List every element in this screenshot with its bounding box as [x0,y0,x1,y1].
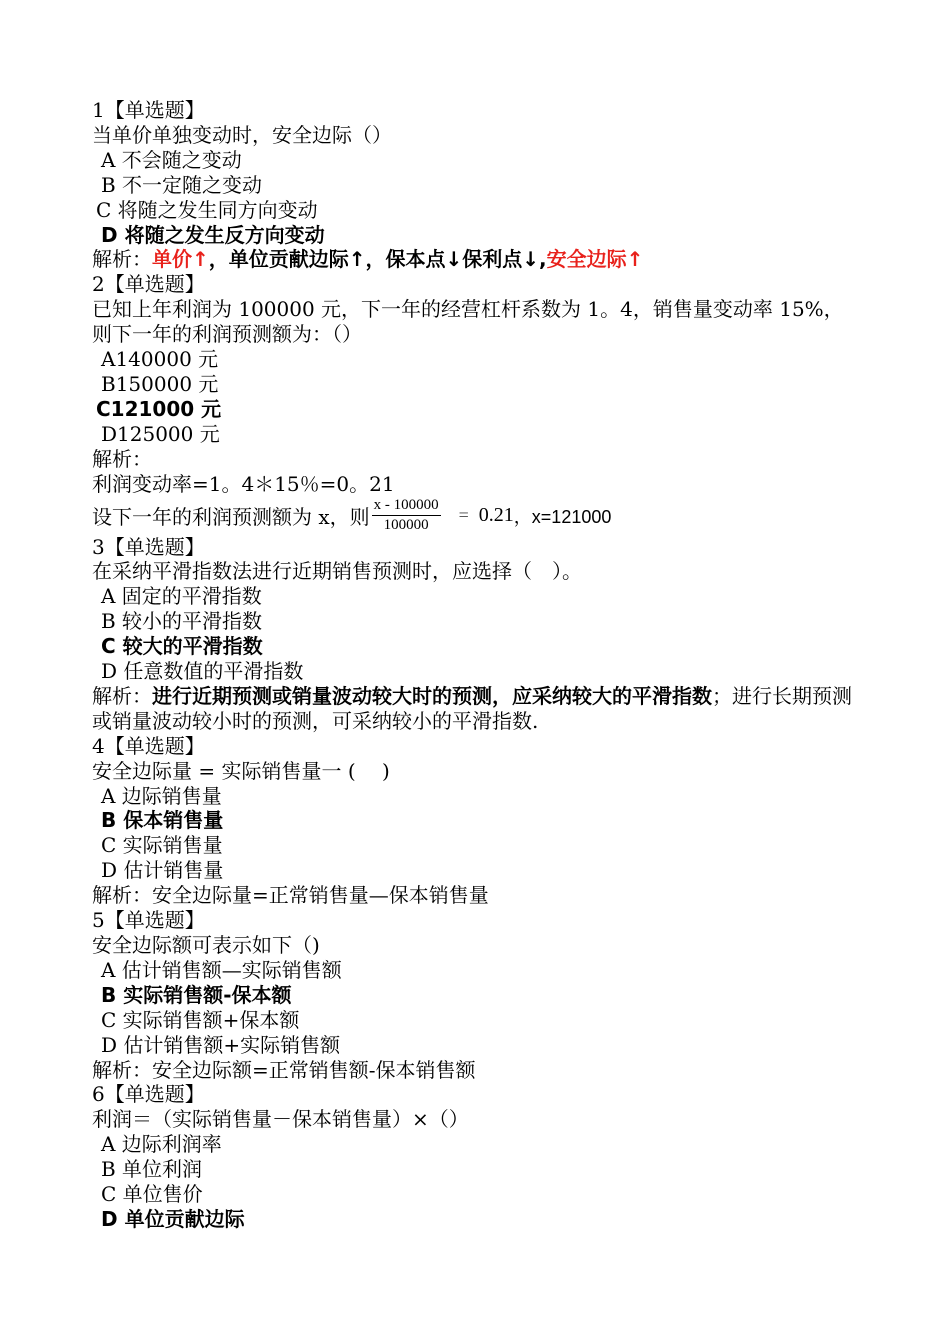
question-header: 4【单选题】 [92,733,205,758]
question-header: 5【单选题】 [92,908,205,933]
analysis-text: ，单位贡献边际↑，保本点↓保利点↓, [208,247,547,272]
analysis-text: ；进行长期预测或销量波动较小时的预测，可采纳较小的平滑指数. [92,683,852,733]
question-stem: 已知上年利润为 100000 元，下一年的经营杠杆系数为 1。4，销售量变动率 15%，则下一年的利润预测额为：（） [92,297,844,347]
question-6 [92,1082,862,1231]
analysis: 解析：安全边际量=正常销售量—保本销售量 [92,883,489,908]
question-1 [92,98,862,272]
option-b-correct: B 保本销售量 [101,808,224,833]
question-stem: 在采纳平滑指数法进行近期销售预测时，应选择（ ）。 [92,559,582,584]
analysis-highlight: 单价↑ [152,247,209,272]
option-d-correct: D 将随之发生反方向变动 [101,222,325,247]
option-c-correct: C 较大的平滑指数 [101,634,263,659]
question-header: 6【单选题】 [92,1082,205,1107]
question-5 [92,908,862,1082]
analysis-bold: 进行近期预测或销量波动较大时的预测，应采纳较大的平滑指数 [152,683,712,708]
question-stem: 利润＝（实际销售量－保本销售量）×（） [92,1107,469,1132]
fraction-numerator: x - 100000 [372,497,441,516]
analysis-label: 解析： [92,683,152,708]
option-b: B150000 元 [101,371,219,396]
question-stem: 安全边际额可表示如下（) [92,933,320,957]
option-c-correct: C121000 元 [96,396,222,421]
analysis-formula-suffix: ，x=121000 [513,506,612,527]
option-a: A 估计销售额—实际销售额 [101,957,342,982]
option-c: C 单位售价 [101,1182,203,1207]
fraction-denominator: 100000 [383,517,429,533]
option-c: C 实际销售量 [101,833,223,858]
analysis-formula-prefix: 设下一年的利润预测额为 x，则 [92,505,370,529]
question-header: 3【单选题】 [92,534,205,559]
analysis [92,684,862,734]
option-a: A 边际利润率 [101,1132,222,1157]
question-2 [92,272,862,534]
equals-sign: = [458,505,469,525]
analysis: 解析：安全边际额=正常销售额-保本销售额 [92,1057,476,1082]
fraction [372,497,441,534]
question-3 [92,535,862,734]
analysis-highlight: 安全边际↑ [546,247,644,272]
option-a: A 不会随之变动 [101,147,242,172]
option-c: C 将随之发生同方向变动 [96,197,318,222]
question-stem: 当单价单独变动时，安全边际（） [92,122,392,147]
option-b: B 单位利润 [101,1157,203,1182]
option-d: D 估计销售额+实际销售额 [101,1032,341,1057]
document-page [92,98,862,1232]
option-d: D 任意数值的平滑指数 [101,659,304,684]
option-b: B 较小的平滑指数 [101,609,263,634]
option-c: C 实际销售额+保本额 [101,1007,300,1032]
option-d-correct: D 单位贡献边际 [101,1206,245,1231]
option-b-correct: B 实际销售额-保本额 [101,982,292,1007]
option-b: B 不一定随之变动 [101,172,263,197]
question-4 [92,734,862,908]
analysis [92,247,862,272]
analysis-label: 解析： [92,247,152,272]
option-a: A 固定的平滑指数 [101,584,262,609]
question-stem: 安全边际量 = 实际销售量一 ( ) [92,758,390,783]
analysis-label: 解析： [92,446,152,471]
option-d: D125000 元 [101,421,220,446]
option-a: A140000 元 [101,347,219,372]
analysis-line: 利润变动率=1。4＊15％=0。21 [92,471,395,496]
formula-result: 0.21 [478,504,514,526]
analysis-formula-line [92,497,862,535]
question-header: 1【单选题】 [92,98,205,122]
question-header: 2【单选题】 [92,272,205,297]
option-a: A 边际销售量 [101,783,222,808]
option-d: D 估计销售量 [101,858,224,883]
